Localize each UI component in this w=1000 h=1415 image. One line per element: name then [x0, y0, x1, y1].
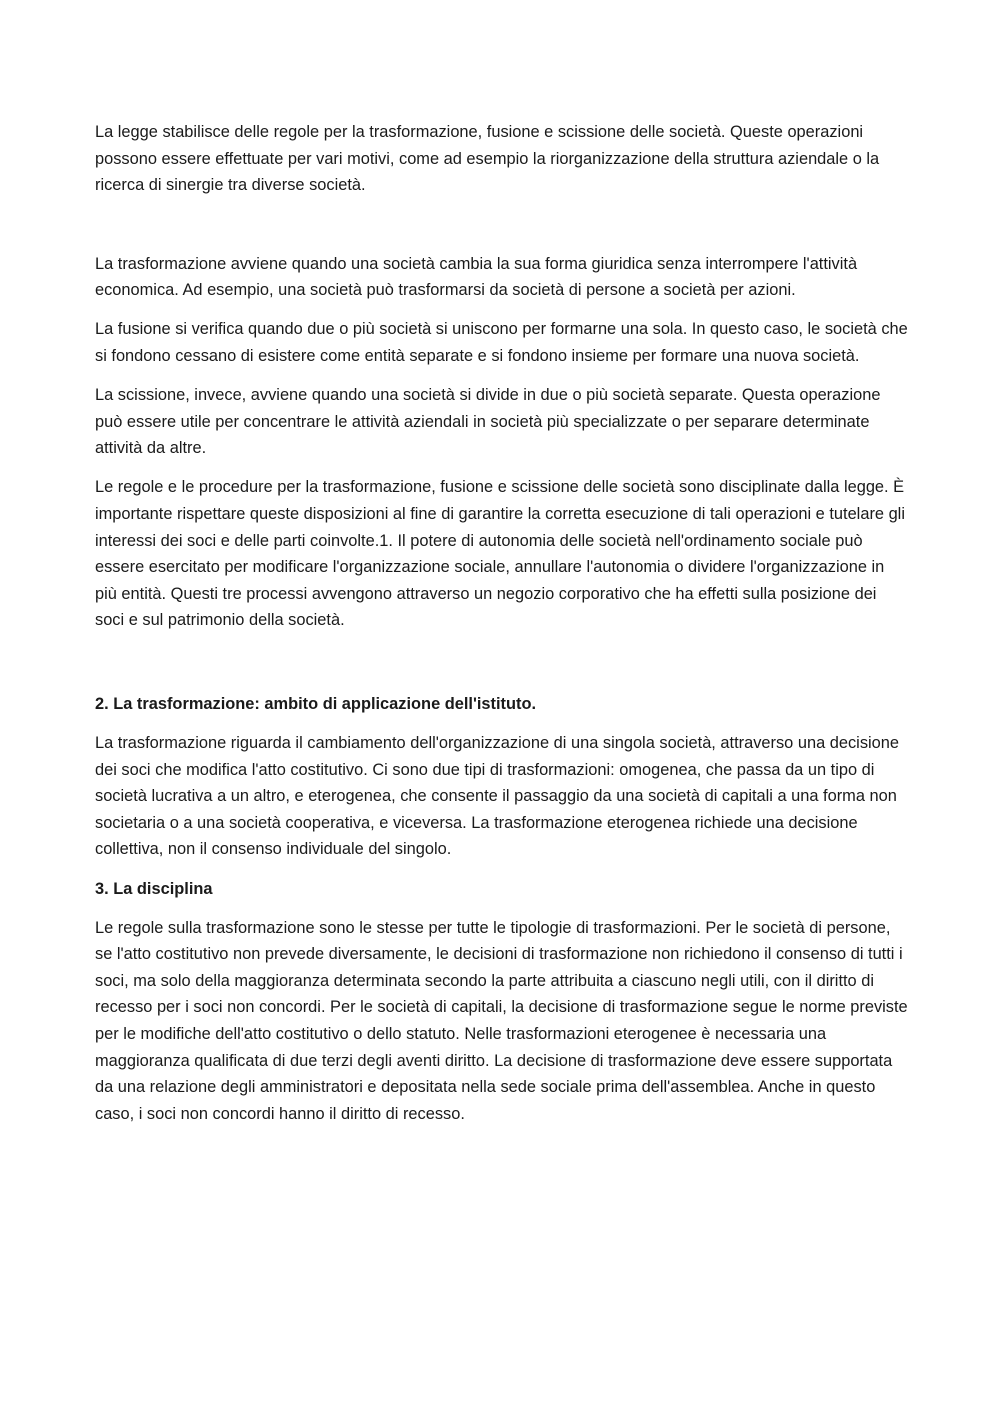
- scissione-paragraph: La scissione, invece, avviene quando una società si divide in due o più società separate. Questa operazione può essere utile per concentrare le attività aziendali in società più specializzate o per separare determinate attività da altre.: [95, 386, 881, 458]
- section-heading-2: 2. La trasformazione: ambito di applicazione dell'istituto.: [95, 695, 537, 713]
- section-3-paragraph: Le regole sulla trasformazione sono le stesse per tutte le tipologie di trasformazioni. Per le società di persone, se l'atto costitutivo non prevede diversamente, le decisioni di trasformazione non richiedono il consenso di tutti i soci, ma solo della maggioranza determinata secondo la parte attribuita a ciascuno negli utili, con il diritto di recesso per i soci non concordi. Per le società di capitali, la decisione di trasformazione segue le norme previste per le modifiche dell'atto costitutivo o dello statuto. Nelle trasformazioni eterogenee è necessaria una maggioranza qualificata di due terzi degli aventi diritto. La decisione di trasformazione deve essere supportata da una relazione degli amministratori e depositata nella sede sociale prima dell'assemblea. Anche in questo caso, i soci non concordi hanno il diritto di recesso.: [95, 918, 908, 1123]
- document-body: [95, 119, 910, 1140]
- section-2-paragraph: La trasformazione riguarda il cambiamento dell'organizzazione di una singola società, attraverso una decisione dei soci che modifica l'atto costitutivo. Ci sono due tipi di trasformazioni: omogenea, che passa da un tipo di società lucrativa a un altro, e eterogenea, che consente il passaggio da una società di capitali a una forma non societaria o a una società cooperativa, e viceversa. La trasformazione eterogenea richiede una decisione collettiva, non il consenso individuale del singolo.: [95, 734, 899, 859]
- fusione-paragraph: La fusione si verifica quando due o più società si uniscono per formarne una sola. In questo caso, le società che si fondono cessano di esistere come entità separate e si fondono insieme per formare una nuova società.: [95, 320, 908, 366]
- intro-paragraph: La legge stabilisce delle regole per la trasformazione, fusione e scissione delle società. Queste operazioni possono essere effettuate per vari motivi, come ad esempio la riorganizzazione della struttura aziendale o la ricerca di sinergie tra diverse società.: [95, 123, 880, 195]
- regole-paragraph: Le regole e le procedure per la trasformazione, fusione e scissione delle società sono disciplinate dalla legge. È importante rispettare queste disposizioni al fine di garantire la corretta esecuzione di tali operazioni e tutelare gli interessi dei soci e delle parti coinvolte.1. Il potere di autonomia delle società nell'ordinamento sociale può essere esercitato per modificare l'organizzazione sociale, annullare l'autonomia o dividere l'organizzazione in più entità. Questi tre processi avvengono attraverso un negozio corporativo che ha effetti sulla posizione dei soci e sul patrimonio della società.: [95, 478, 905, 630]
- section-heading-3: 3. La disciplina: [95, 879, 213, 898]
- trasformazione-paragraph: La trasformazione avviene quando una società cambia la sua forma giuridica senza interrompere l'attività economica. Ad esempio, una società può trasformarsi da società di persone a società per azioni.: [95, 254, 858, 300]
